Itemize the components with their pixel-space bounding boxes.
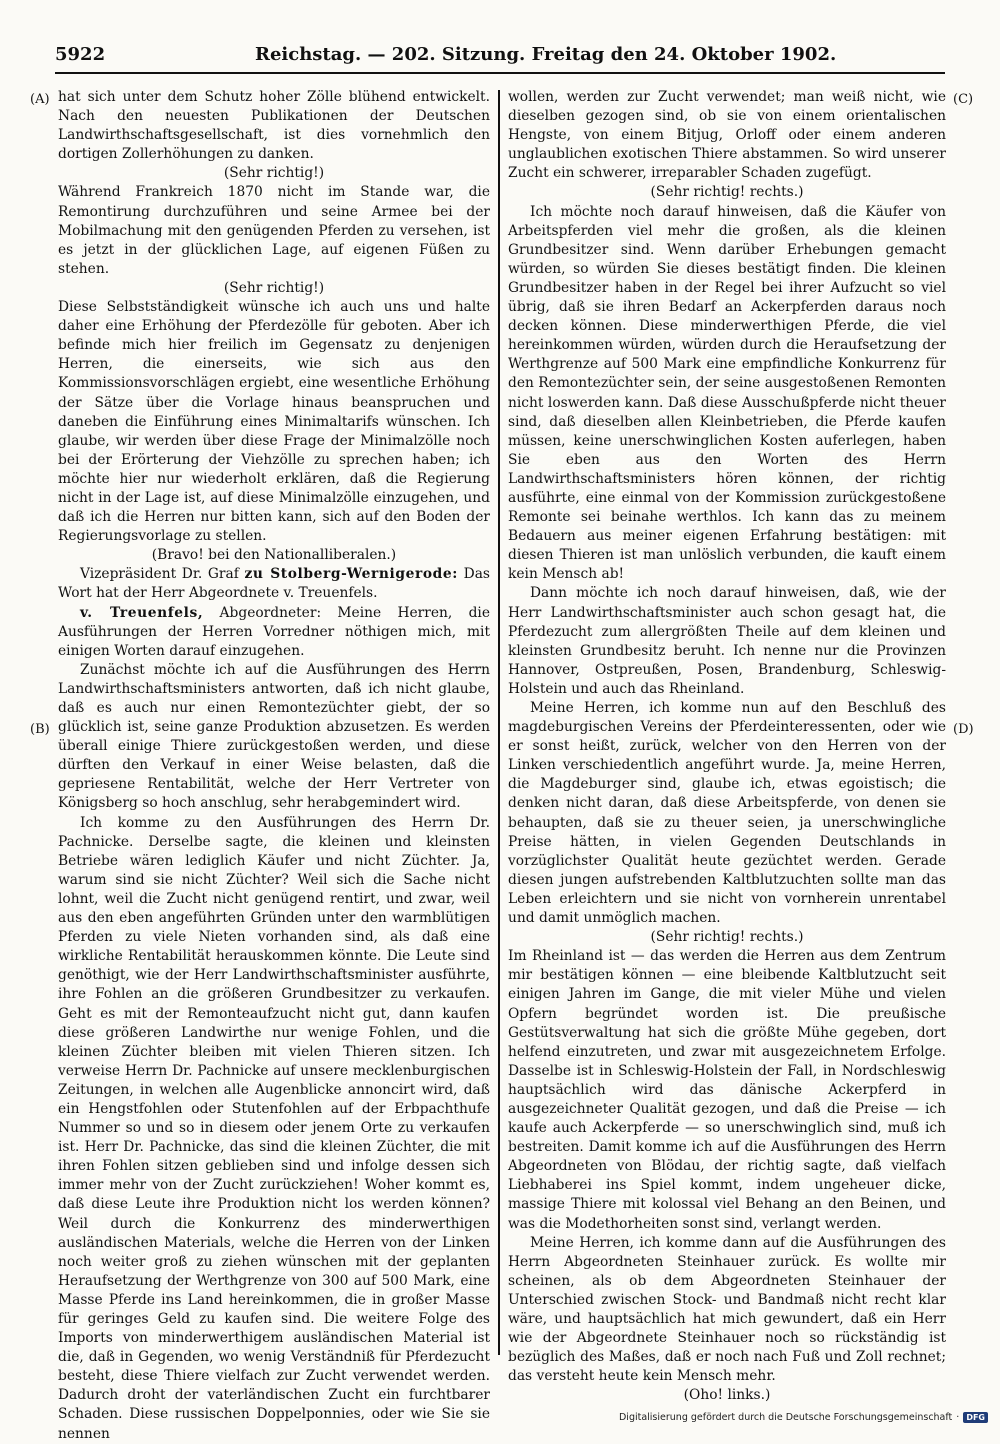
page-header [55,44,945,70]
paragraph: Meine Herren, ich komme dann auf die Ausführungen des Herrn Abgeordneten Steinhauer zurück. Es wollte mir scheinen, als ob dem Abgeordneten Steinhauer der Unterschied zwischen Stock- und Bandmaß nicht recht klar wäre, und hauptsächlich hat mich gewundert, daß ein Herr wie der Abgeordnete Steinhauer noch so rückständig ist bezüglich des Maßes, daß er noch nach Fuß und Zoll rechnet; das versteht heute kein Mensch mehr. [508,1234,946,1385]
footer-separator: · [956,1412,960,1423]
speaker-name: v. Treuenfels, [80,604,204,621]
margin-marker-a: (A) [30,92,50,107]
left-column [58,88,491,1442]
interjection: (Sehr richtig! rechts.) [650,184,804,201]
interjection: (Oho! links.) [683,1387,771,1404]
paragraph: Zunächst möchte ich auf die Ausführungen des Herrn Landwirthschaftsministers antworten, daß ich nicht glaube, daß es auch nur einen Remontezüchter giebt, der so glücklich ist, seine ganze Produktion abzusetzen. Es werden überall einige Thiere zurückgestoßen werden, und diese dürften den Verkauf in einer Weise belasten, daß die gepriesene Rentabilität, welche der Herr Vertreter von Königsberg so hoch anschlug, sehr herabgemindert wird. [58,661,490,812]
speaker-text: Abgeordneter: Meine Herren, die Ausführungen der Herren Vorredner nöthigen mich, mit einigen Worten darauf einzugehen. [58,604,491,659]
paragraph: Im Rheinland ist — das werden die Herren aus dem Zentrum mir bestätigen können — eine bleibende Kaltblutzucht seit einigen Jahren im Gange, die mit vieler Mühe und vielen Opfern begründet worden ist. Die preußische Gestütsverwaltung hat sich die größte Mühe gegeben, dort helfend einzutreten, und zwar mit ausgezeichnetem Erfolge. Dasselbe ist in Schleswig-Holstein der Fall, in Nordschleswig hauptsächlich wird das dänische Ackerpferd in ausgezeichneter Qualität gezogen, und daß die Preise — ich kaufe auch Ackerpferde — so unerschwinglich sind, muß ich bestreiten. Damit komme ich auf die Ausführungen des Herrn Abgeordneten von Blödau, der richtig sagte, daß vielfach Liebhaberei ins Spiel kommt, indem ungeheuer dicke, massige Thiere mit kolossal viel Behang an den Beinen, und was die Modethorheiten sonst sind, verlangt werden. [508,948,946,1232]
margin-marker-b: (B) [30,722,50,737]
interjection: (Bravo! bei den Nationalliberalen.) [151,547,397,564]
header-title: Reichstag. — 202. Sitzung. Freitag den 24. Oktober 1902. [255,44,837,65]
paragraph: hat sich unter dem Schutz hoher Zölle blühend entwickelt. Nach den neuesten Publikationen der Deutschen Landwirthschaftsgesellschaft, ist dies vornehmlich den dortigen Zollerhöhungen zu danken. [58,89,490,163]
right-column [508,88,946,1404]
speaker-statement [58,604,490,661]
paragraph: wollen, werden zur Zucht verwendet; man weiß nicht, wie dieselben gezogen sind, ob sie von einem orientalischen Hengste, von einem Bitjug, Orloff oder einem anderen unglaublichen exotischen Thiere abstammen. So wird unserer Zucht ein schwerer, irreparabler Schaden zugefügt. [508,89,946,182]
paragraph: Diese Selbstständigkeit wünsche ich auch uns und halte daher eine Erhöhung der Pferdezölle für geboten. Aber ich befinde mich hier freilich im Gegensatz zu denjenigen Herren, die einerseits, wie sich aus den Kommissionsvorschlägen ergiebt, eine wesentliche Erhöhung der Sätze über die Vorlage hinaus beanspruchen und daneben die Einführung eines Minimaltarifs wünschen. Ich glaube, wir werden über diese Frage der Minimalzölle noch bei der Erörterung der Viehzölle zu sprechen haben; ich möchte hier nur wiederholt erklären, daß die Regierung nicht in der Lage ist, auf diese Minimalzölle einzugehen, und daß ich die Herren nur bitten kann, sich auf den Boden der Regierungsvorlage zu stellen. [58,299,490,545]
paragraph: Dann möchte ich noch darauf hinweisen, daß, wie der Herr Landwirthschaftsminister auch schon gesagt hat, die Pferdezucht zum allergrößten Theile auf dem kleinen und kleinsten Grundbesitz beruht. Ich nenne nur die Provinzen Hannover, Ostpreußen, Posen, Brandenburg, Schleswig-Holstein und auch das Rheinland. [508,585,946,697]
interjection: (Sehr richtig!) [223,165,325,182]
interjection: (Sehr richtig!) [223,279,325,296]
vice-president-statement [58,565,490,603]
paragraph: Ich komme zu den Ausführungen des Herrn Dr. Pachnicke. Derselbe sagte, die kleinen und kleinsten Betriebe wären lediglich Käufer und nicht Züchter. Ja, warum sind sie nicht Züchter? Weil sich die Sache nicht lohnt, weil die Zucht nicht genügend rentirt, und zwar, weil aus den eben angeführten Gründen unter den warmblütigen Pferden zu viele Nieten vorhanden sind, als daß eine wirkliche Rentabilität herauskommen könnte. Die Leute sind genöthigt, wie der Herr Landwirthschaftsminister ausführte, ihre Fohlen an die größeren Grundbesitzer zu verkaufen. Geht es mit der Remonteaufzucht nicht gut, dann kaufen diese größeren Landwirthe nur wenige Fohlen, und die kleinen Züchter bleiben mit vielen Thieren sitzen. Ich verweise Herrn Dr. Pachnicke auf unsere mecklenburgischen Zeitungen, in welchen alle Augenblicke annoncirt wird, daß ein Hengstfohlen oder Stutenfohlen auf der Erbpachthufe Nummer so und so in diesem oder jenem Orte zu verkaufen ist. Herr Dr. Pachnicke, das sind die kleinen Züchter, die mit ihren Fohlen sitzen geblieben sind und infolge dessen sich immer mehr von der Zucht zurückziehen! Woher kommt es, daß diese Leute ihre Produktion nicht los werden können? Weil durch die Konkurrenz des minderwerthigen ausländischen Materials, welche die Herren von der Linken noch weiter groß zu ziehen wünschen mit der geplanten Heraufsetzung der Werthgrenze von 300 auf 500 Mark, eine Masse Pferde ins Land hereinkommen, die in großer Masse für geringes Geld zu kaufen sind. Die weitere Folge des Imports von minderwerthigem ausländischen Material ist die, daß in Gegenden, wo wenig Verständniß für Pferdezucht besteht, diese Thiere vielfach zur Zucht verwendet werden. Dadurch droht der vaterländischen Zucht ein furchtbarer Schaden. Diese russischen Doppelponnies, oder wie Sie sie nennen [58,814,490,1442]
interjection: (Sehr richtig! rechts.) [650,929,804,946]
margin-marker-d: (D) [953,722,974,737]
margin-marker-c: (C) [953,92,974,107]
header-rule [55,72,945,74]
vice-president-name: zu Stolberg-Wernigerode: [244,566,459,583]
vice-president-text: Das Wort hat der Herr Abgeordnete v. Treuenfels. [58,566,491,602]
page-number: 5922 [55,44,106,65]
footer-credit [619,1412,988,1423]
footer-text: Digitalisierung gefördert durch die Deutsche Forschungsgemeinschaft [618,1412,953,1423]
column-divider [498,90,500,1355]
dfg-logo-icon: DFG [963,1412,988,1423]
paragraph: Ich möchte noch darauf hinweisen, daß die Käufer von Arbeitspferden viel mehr die großen, als die kleinen Grundbesitzer sind. Wenn darüber Erhebungen gemacht würden, so würden Sie dieses bestätigt finden. Die kleinen Grundbesitzer haben in der Regel bei ihrer Aufzucht so viel übrig, daß sie ihren Bedarf an Ackerpferden daraus noch decken können. Diese minderwerthigen Pferde, die viel hereinkommen würden, würden durch die Heraufsetzung der Werthgrenze auf 500 Mark eine empfindliche Konkurrenz für den Remontezüchter sein, der seine ausgestoßenen Remonten nicht loswerden kann. Daß diese Ausschußpferde nicht theuer sind, daß dieselben allen Kleinbetrieben, die Pferde kaufen müssen, keine unerschwinglichen Kosten auferlegen, haben Sie eben aus den Worten des Herrn Landwirthschaftsministers hören können, der richtig ausführte, eine einmal von der Kommission zurückgestoßene Remonte sei beinahe werthlos. Ich kann das zu meinem Bedauern aus meiner eigenen Erfahrung bestätigen: mit diesen Thieren ist man unlöslich verbunden, die kauft einem kein Mensch ab! [508,203,946,583]
paragraph: Meine Herren, ich komme nun auf den Beschluß des magdeburgischen Vereins der Pferdeinteressenten, oder wie er sonst heißt, zurück, welcher von den Herren von der Linken verschiedentlich angeführt wurde. Ja, meine Herren, die Magdeburger sind, glaube ich, etwas egoistisch; die denken nicht daran, daß diese Arbeitspferde, von denen sie behaupten, daß sie zu theuer seien, ja unerschwingliche Preise hätten, in vielen Gegenden Deutschlands in vorzüglichster Qualität heute gezüchtet werden. Gerade diesen jungen aufstrebenden Kaltblutzuchten sollte man das Leben erleichtern und sie nicht von vornherein unrentabel und damit unmöglich machen. [508,700,946,927]
paragraph: Während Frankreich 1870 nicht im Stande war, die Remontirung durchzuführen und seine Armee bei der Mobilmachung mit den genügenden Pferden zu versehen, ist es jetzt in der glücklichen Lage, auf eigenen Füßen zu stehen. [58,184,490,277]
vice-president-title: Vizepräsident Dr. Graf [80,566,245,583]
